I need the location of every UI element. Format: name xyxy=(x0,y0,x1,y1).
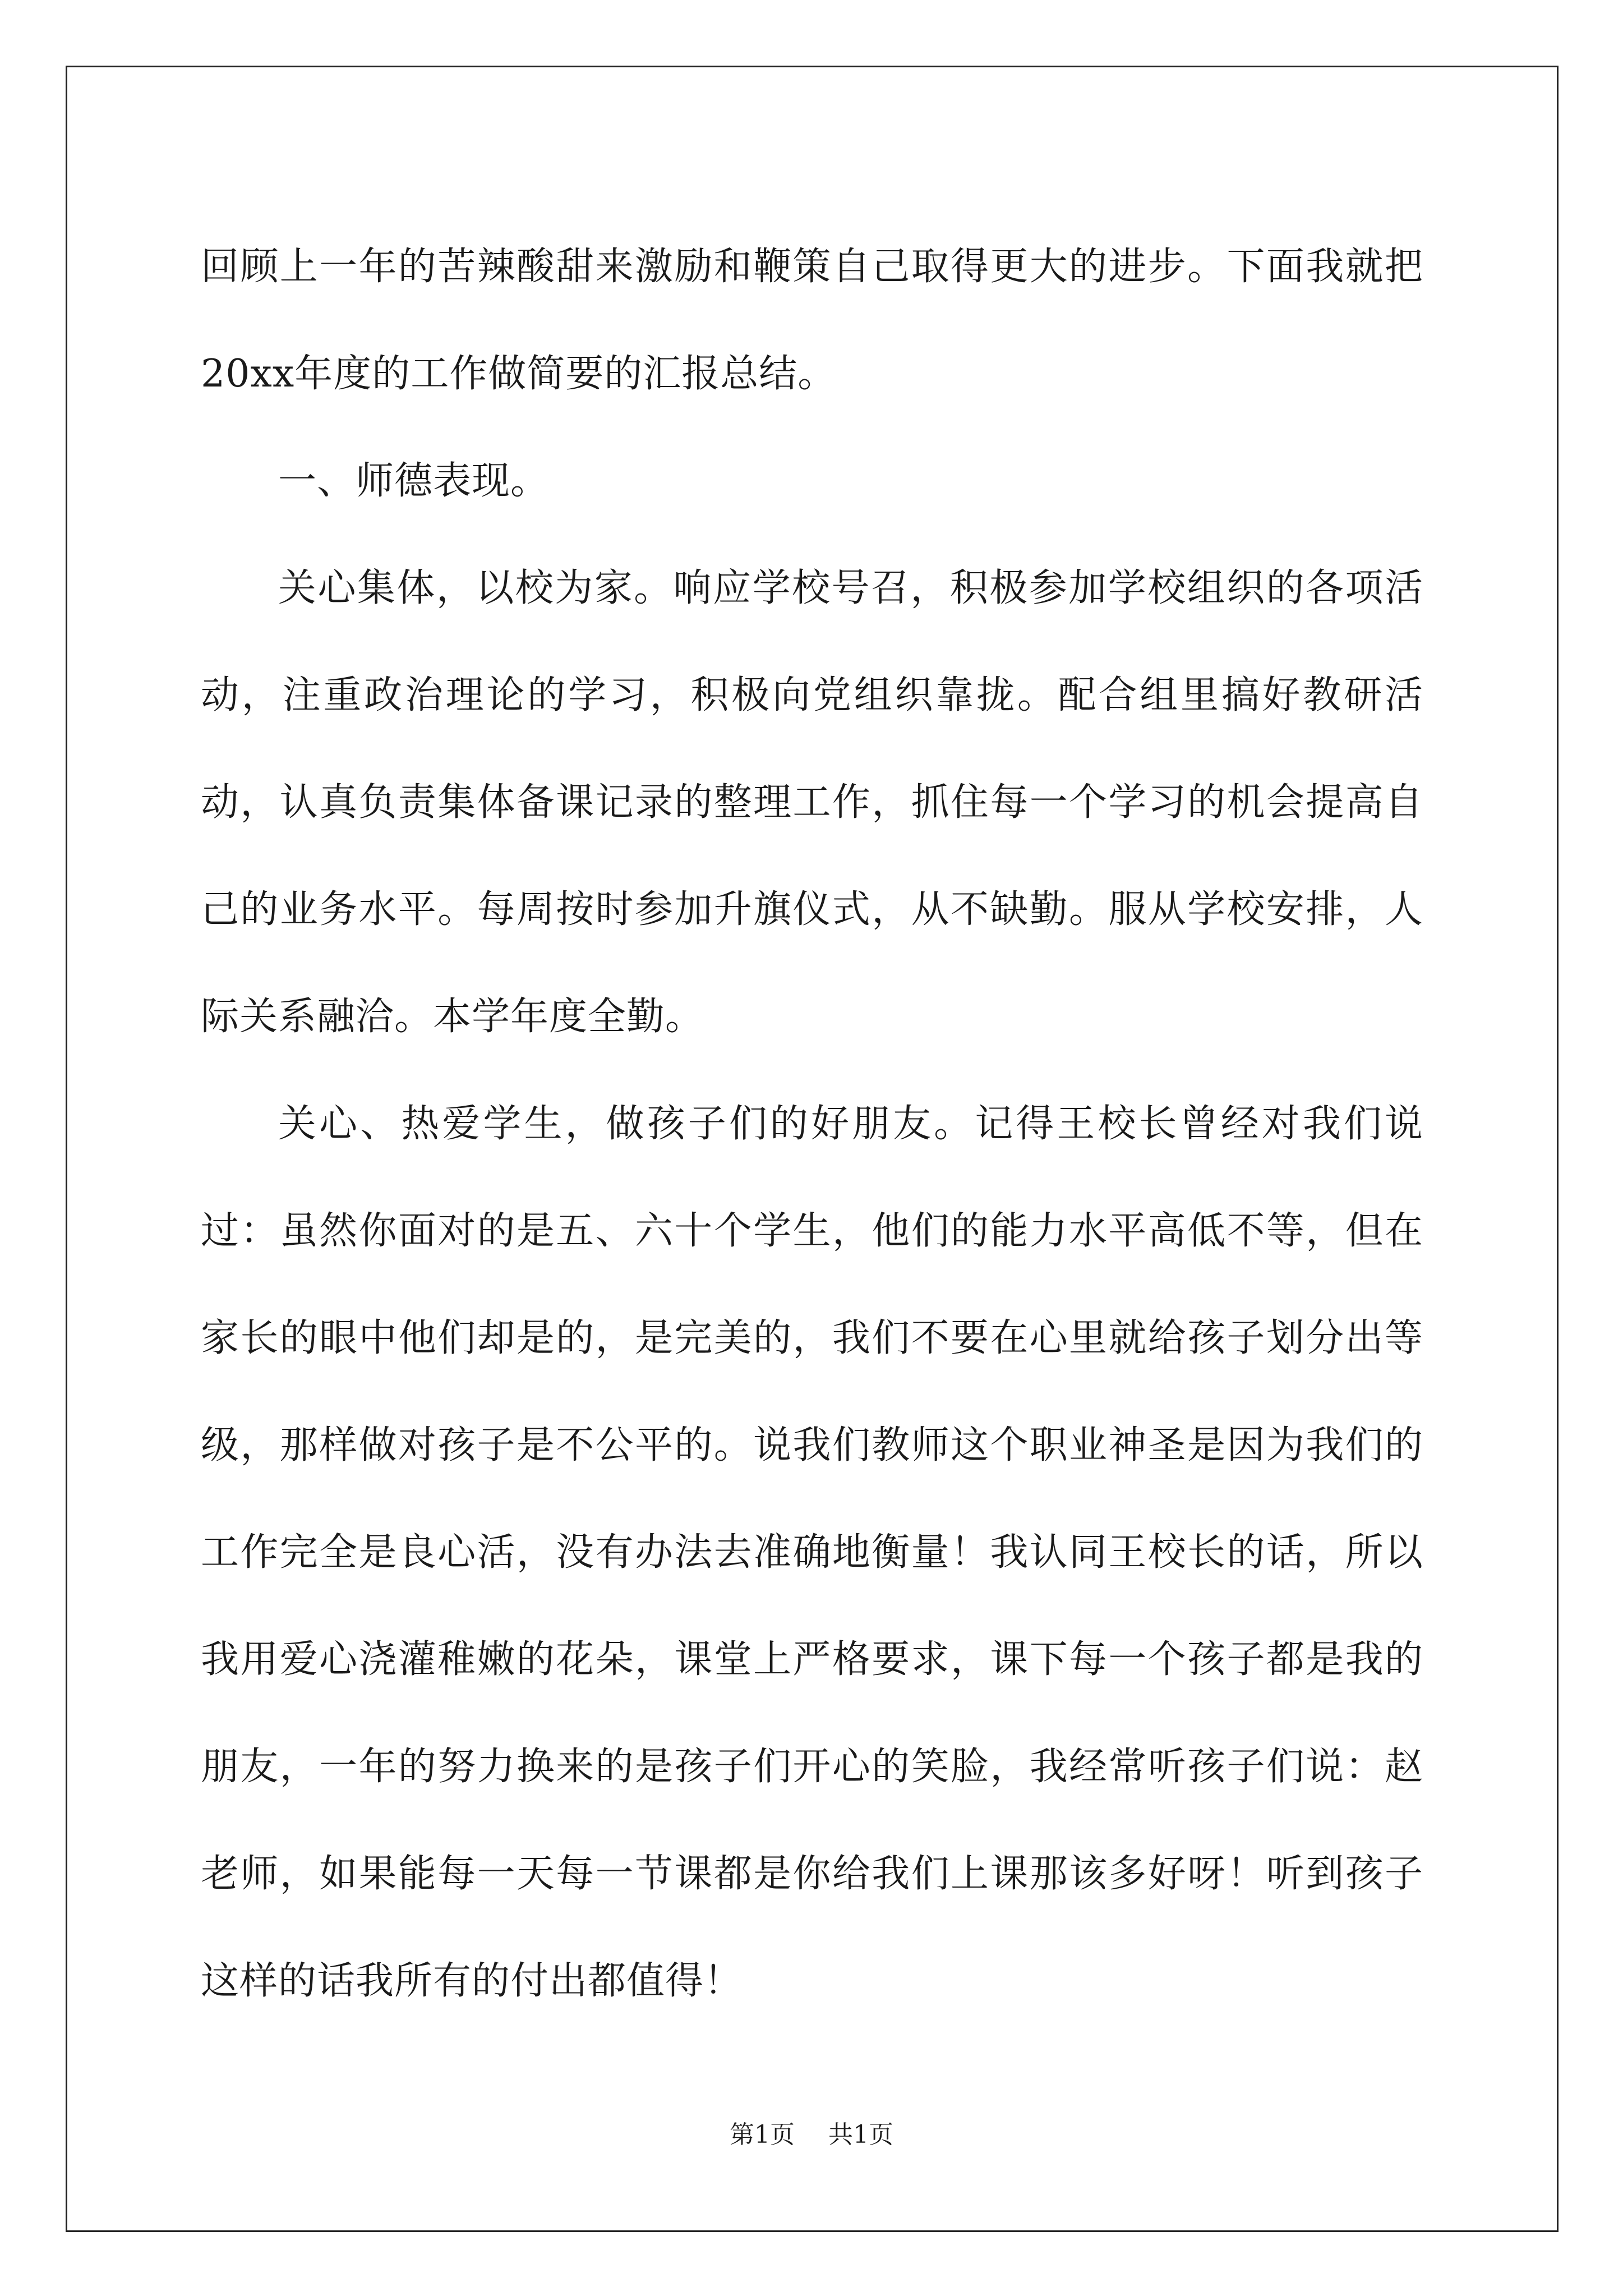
page-footer xyxy=(0,2118,1623,2152)
document-body xyxy=(201,213,1423,2035)
section-heading-teacher-ethics: 一、师德表现。 xyxy=(278,459,550,503)
paragraph-care-for-collective: 关心集体，以校为家。响应学校号召，积极参加学校组织的各项活动，注重政治理论的学习，积极向党组织靠拢。配合组里搞好教研活动，认真负责集体备课记录的整理工作，抓住每一个学习的机会提高自己的业务水平。每周按时参加升旗仪式，从不缺勤。服从学校安排，人际关系融洽。本学年度全勤。 xyxy=(201,566,1423,1039)
page-number-total: 共1页 xyxy=(828,2120,893,2149)
paragraph-intro: 回顾上一年的苦辣酸甜来激励和鞭策自己取得更大的进步。下面我就把20xx年度的工作做简要的汇报总结。 xyxy=(201,245,1423,396)
page-number-current: 第1页 xyxy=(730,2120,795,2149)
paragraph-care-for-students: 关心、热爱学生，做孩子们的好朋友。记得王校长曾经对我们说过：虽然你面对的是五、六十个学生，他们的能力水平高低不等，但在家长的眼中他们却是的，是完美的，我们不要在心里就给孩子划分出等级，那样做对孩子是不公平的。说我们教师这个职业神圣是因为我们的工作完全是良心活，没有办法去准确地衡量！我认同王校长的话，所以我用爱心浇灌稚嫩的花朵，课堂上严格要求，课下每一个孩子都是我的朋友，一年的努力换来的是孩子们开心的笑脸，我经常听孩子们说：赵老师，如果能每一天每一节课都是你给我们上课那该多好呀！听到孩子这样的话我所有的付出都值得！ xyxy=(201,1102,1423,2003)
